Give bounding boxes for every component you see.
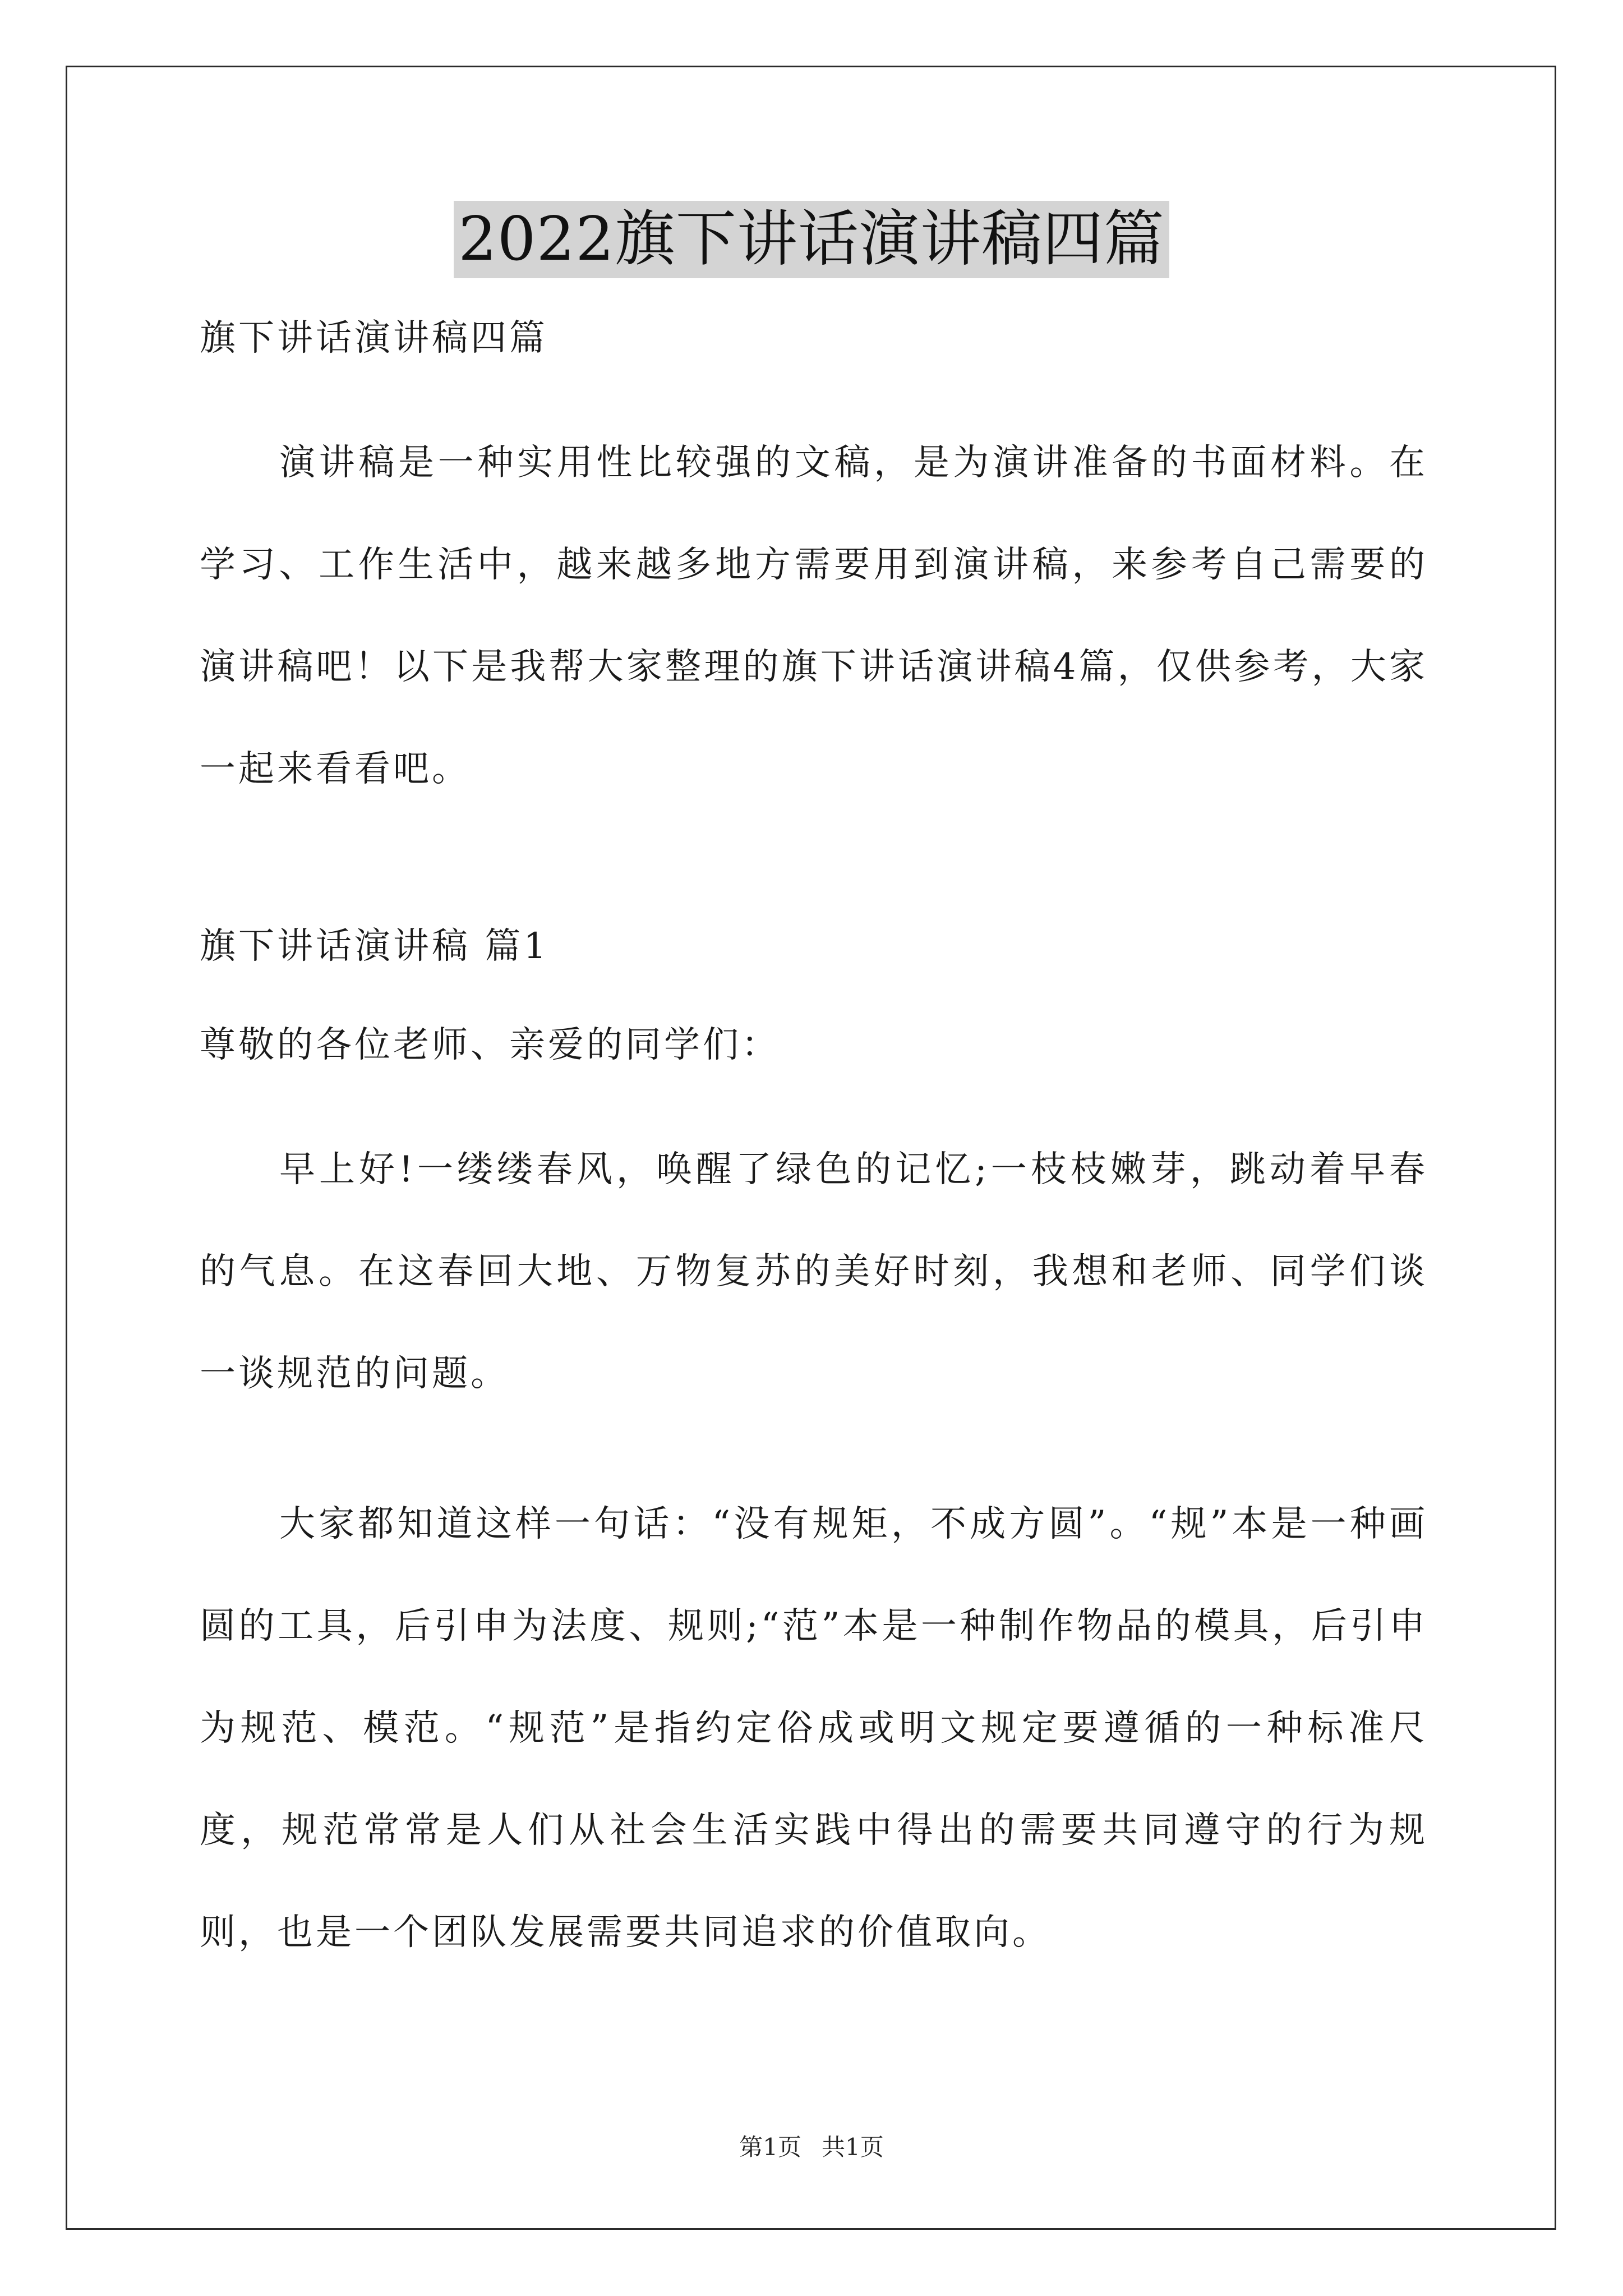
- page-number-current: 第1页: [739, 2133, 801, 2161]
- body-paragraph-2: 大家都知道这样一句话：“没有规矩，不成方圆”。“规”本是一种画圆的工具，后引申为法度、规则;“范”本是一种制作物品的模具，后引申为规范、模范。“规范”是指约定俗成或明文规定要遵循的一种标准尺度，规范常常是人们从社会生活实践中得出的需要共同遵守的行为规则，也是一个团队发展需要共同追求的价值取向。: [200, 1503, 1428, 1953]
- title-container: [0, 201, 1623, 278]
- document-subtitle: 旗下讲话演讲稿四篇: [200, 318, 548, 359]
- document-body: [200, 313, 1428, 1984]
- document-title: 2022旗下讲话演讲稿四篇: [454, 201, 1169, 278]
- body-paragraph-1: 早上好!一缕缕春风，唤醒了绿色的记忆;一枝枝嫩芽，跳动着早春的气息。在这春回大地、万物复苏的美好时刻，我想和老师、同学们谈一谈规范的问题。: [200, 1149, 1428, 1395]
- intro-paragraph: 演讲稿是一种实用性比较强的文稿，是为演讲准备的书面材料。在学习、工作生活中，越来越多地方需要用到演讲稿，来参考自己需要的演讲稿吧！以下是我帮大家整理的旗下讲话演讲稿4篇，仅供参考，大家一起来看看吧。: [200, 442, 1428, 790]
- page-number-total: 共1页: [822, 2133, 884, 2161]
- section-heading: 旗下讲话演讲稿 篇1: [200, 926, 550, 967]
- salutation: 尊敬的各位老师、亲爱的同学们：: [200, 1024, 780, 1066]
- page-footer: [0, 2129, 1623, 2162]
